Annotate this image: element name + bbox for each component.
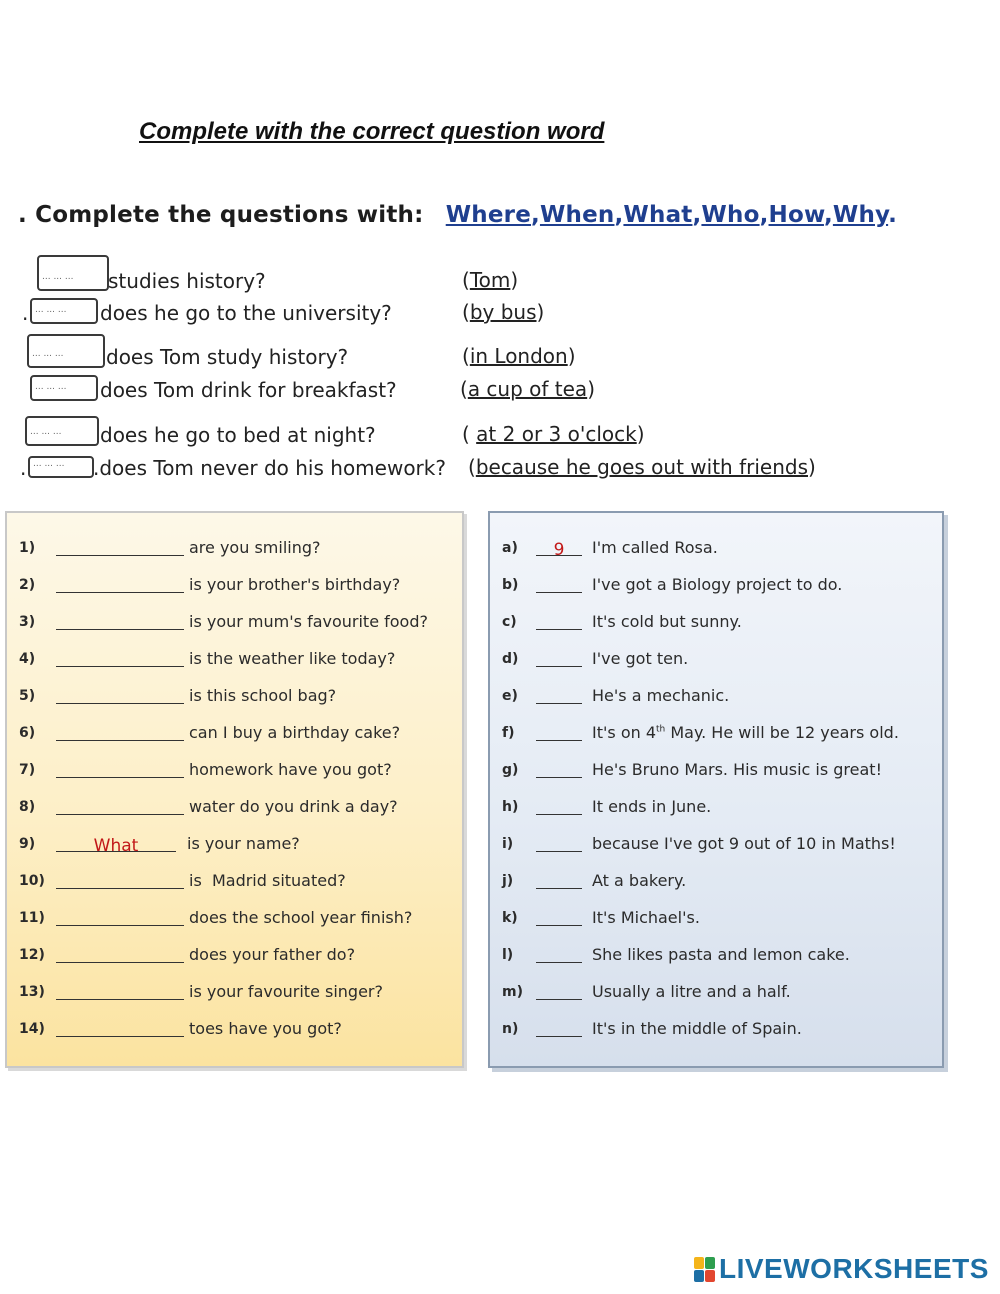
answer-hint-5: ( at 2 or 3 o'clock) — [462, 422, 645, 446]
answer-blank-b[interactable] — [536, 574, 582, 593]
answer-blank-d[interactable] — [536, 648, 582, 667]
question-row-2: 2) is your brother's birthday? — [19, 575, 401, 594]
answer-blank-n[interactable] — [536, 1018, 582, 1037]
liveworksheets-logo-icon — [694, 1257, 715, 1282]
answer-blank-j[interactable] — [536, 870, 582, 889]
question-row-5: 5) is this school bag? — [19, 686, 337, 705]
answer-hint-2: (by bus) — [462, 300, 545, 324]
question-row-12: 12) does your father do? — [19, 945, 356, 964]
question-blank-8[interactable] — [56, 796, 184, 815]
question-row-13: 13) is your favourite singer? — [19, 982, 383, 1001]
question-blank-2[interactable] — [56, 574, 184, 593]
word-how: How — [768, 202, 824, 228]
question-text-2: does he go to the university? — [100, 301, 392, 325]
question-blank-5[interactable] — [56, 685, 184, 704]
answer-hint-4: (a cup of tea) — [460, 377, 595, 401]
word-who: Who — [701, 202, 760, 228]
answer-blank-a[interactable]: 9 — [536, 537, 582, 556]
question-blank-12[interactable] — [56, 944, 184, 963]
question-text-1: studies history? — [108, 269, 266, 293]
answer-box-3[interactable] — [27, 334, 105, 368]
question-blank-7[interactable] — [56, 759, 184, 778]
answer-box-2[interactable] — [30, 298, 98, 324]
question-row-10: 10) is Madrid situated? — [19, 871, 346, 890]
question-row-7: 7) homework have you got? — [19, 760, 392, 779]
question-blank-6[interactable] — [56, 722, 184, 741]
answer-blank-g[interactable] — [536, 759, 582, 778]
answer-blank-e[interactable] — [536, 685, 582, 704]
question-blank-3[interactable] — [56, 611, 184, 630]
answer-box-6[interactable] — [28, 456, 94, 478]
answer-row-e: e) He's a mechanic. — [502, 686, 730, 705]
answer-row-b: b) I've got a Biology project to do. — [502, 575, 843, 594]
answer-row-n: n) It's in the middle of Spain. — [502, 1019, 802, 1038]
answer-box-1[interactable] — [37, 255, 109, 291]
answer-row-h: h) It ends in June. — [502, 797, 712, 816]
answer-blank-c[interactable] — [536, 611, 582, 630]
question-text-4: does Tom drink for breakfast? — [100, 378, 397, 402]
exercise1-prompt: . Complete the questions with: — [18, 202, 424, 228]
word-when: When — [539, 202, 615, 228]
answer-blank-i[interactable] — [536, 833, 582, 852]
question-blank-4[interactable] — [56, 648, 184, 667]
liveworksheets-brand[interactable] — [694, 1253, 989, 1285]
answer-row-k: k) It's Michael's. — [502, 908, 700, 927]
exercise1-question-1 — [0, 266, 460, 296]
question-blank-11[interactable] — [56, 907, 184, 926]
brand-name: LIVEWORKSHEETS — [719, 1253, 989, 1284]
question-row-14: 14) toes have you got? — [19, 1019, 342, 1038]
exercise1-question-6: . ... . .does Tom never do his homework? — [0, 453, 470, 483]
answer-blank-k[interactable] — [536, 907, 582, 926]
answer-blank-h[interactable] — [536, 796, 582, 815]
question-word-list: Where,When,What,Who,How,Why. — [445, 202, 898, 228]
answer-row-m: m) Usually a litre and a half. — [502, 982, 791, 1001]
word-what: What — [623, 202, 693, 228]
question-row-3: 3) is your mum's favourite food? — [19, 612, 428, 631]
question-row-11: 11) does the school year finish? — [19, 908, 413, 927]
answer-hint-6: (because he goes out with friends) — [468, 455, 816, 479]
question-text-3: does Tom study history? — [106, 345, 349, 369]
word-why: Why — [832, 202, 889, 228]
question-text-6: .does Tom never do his homework? — [93, 456, 446, 480]
question-row-8: 8) water do you drink a day? — [19, 797, 398, 816]
question-blank-14[interactable] — [56, 1018, 184, 1037]
exercise1-question-4 — [0, 375, 460, 405]
answer-row-f: f) It's on 4th May. He will be 12 years old. — [502, 723, 899, 742]
answer-row-a: a) 9 I'm called Rosa. — [502, 538, 718, 560]
question-row-1: 1) are you smiling? — [19, 538, 321, 557]
answer-box-5[interactable] — [25, 416, 99, 446]
question-blank-9[interactable]: What — [56, 833, 176, 852]
questions-panel — [5, 511, 464, 1068]
answer-row-l: l) She likes pasta and lemon cake. — [502, 945, 850, 964]
question-blank-13[interactable] — [56, 981, 184, 1000]
answer-box-4[interactable] — [30, 375, 98, 401]
answer-blank-m[interactable] — [536, 981, 582, 1000]
exercise1-heading — [18, 202, 897, 228]
word-where: Where — [445, 202, 532, 228]
question-row-9: 9) What is your name? — [19, 834, 300, 856]
exercise1-question-2: . ... . does he go to the university? — [0, 298, 460, 328]
answer-hint-1: (Tom) — [462, 268, 519, 292]
answer-row-g: g) He's Bruno Mars. His music is great! — [502, 760, 882, 779]
answer-blank-l[interactable] — [536, 944, 582, 963]
question-row-4: 4) is the weather like today? — [19, 649, 396, 668]
answer-row-i: i) because I've got 9 out of 10 in Maths! — [502, 834, 896, 853]
question-blank-1[interactable] — [56, 537, 184, 556]
page-title: Complete with the correct question word — [139, 118, 605, 145]
question-blank-10[interactable] — [56, 870, 184, 889]
answer-row-c: c) It's cold but sunny. — [502, 612, 742, 631]
question-text-5: does he go to bed at night? — [100, 423, 376, 447]
answer-row-d: d) I've got ten. — [502, 649, 689, 668]
exercise1-question-5 — [0, 420, 460, 450]
answers-panel — [488, 511, 944, 1068]
answer-row-j: j) At a bakery. — [502, 871, 687, 890]
exercise1-question-3 — [0, 342, 460, 372]
answer-blank-f[interactable] — [536, 722, 582, 741]
answer-hint-3: (in London) — [462, 344, 576, 368]
question-row-6: 6) can I buy a birthday cake? — [19, 723, 401, 742]
